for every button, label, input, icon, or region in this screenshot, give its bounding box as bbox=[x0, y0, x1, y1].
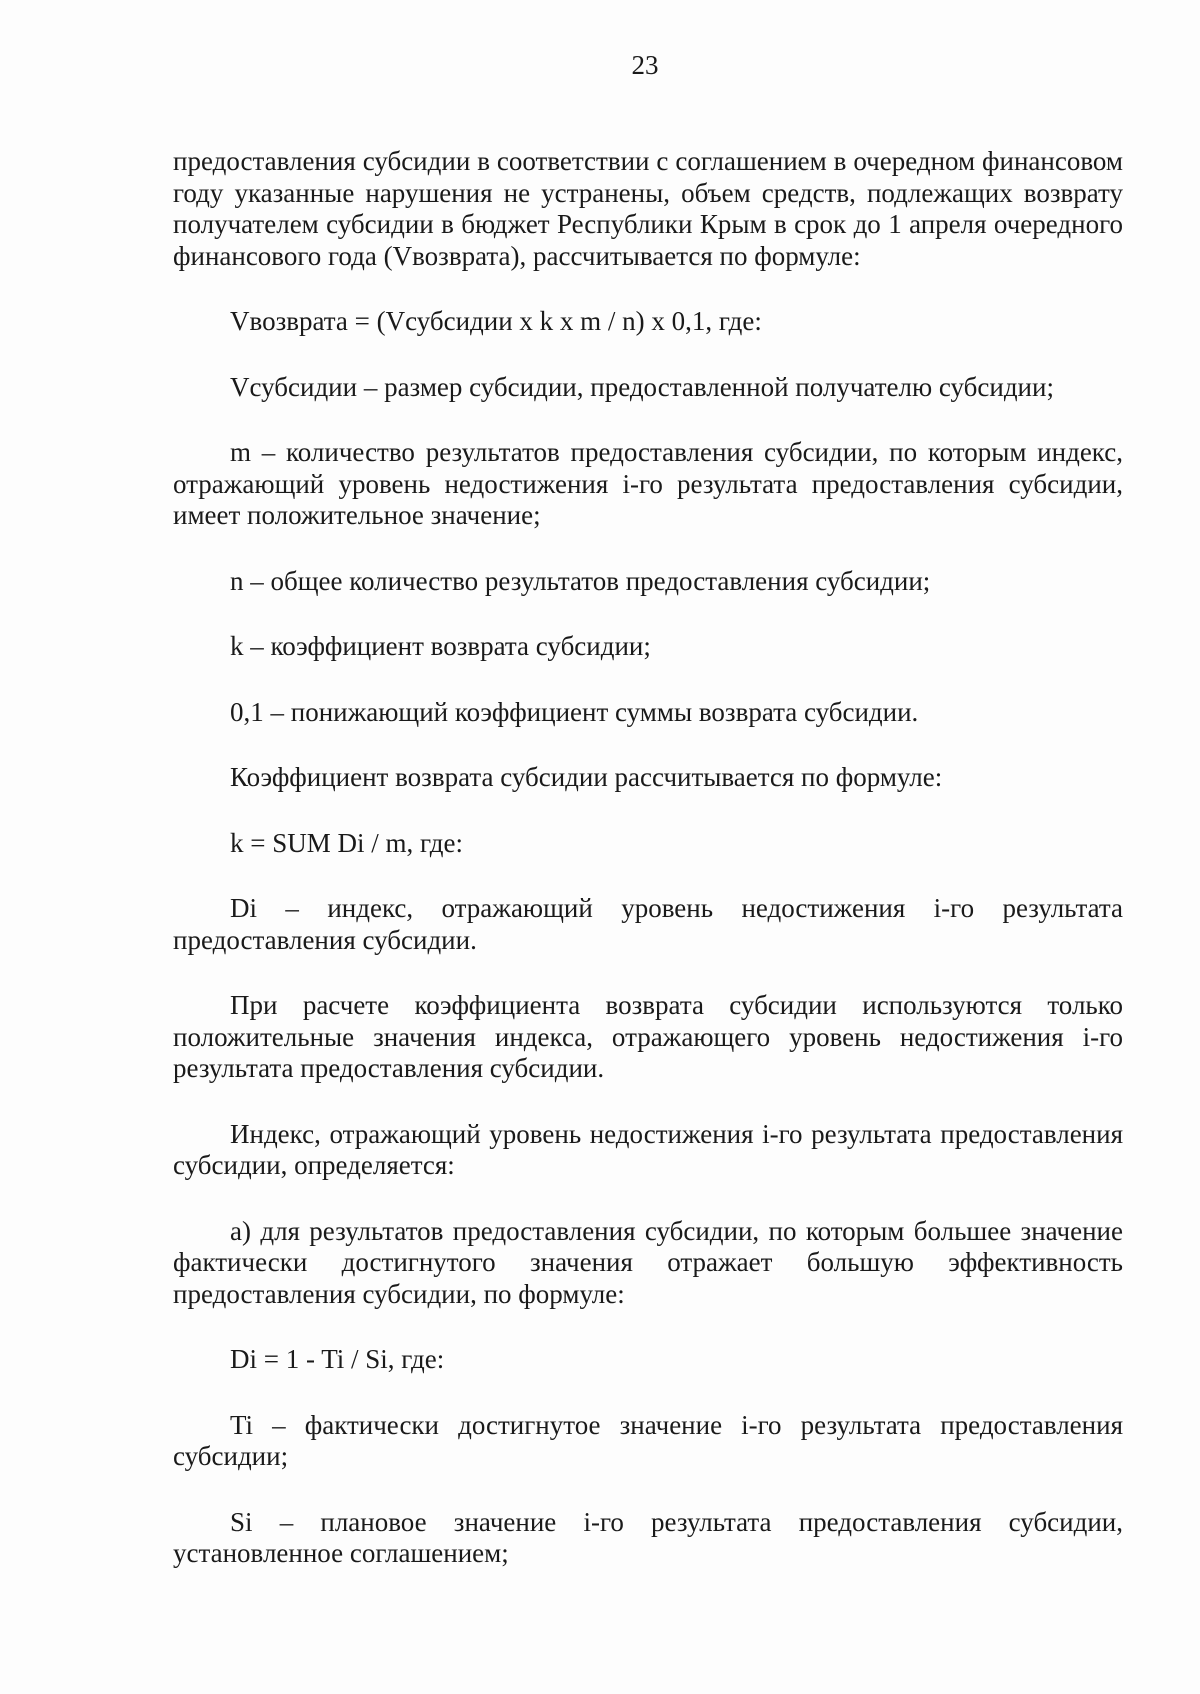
definition-v-subsidy: Vсубсидии – размер субсидии, предоставленной получателю субсидии; bbox=[230, 371, 1054, 402]
paragraph-index-definition: Индекс, отражающий уровень недостижения i-го результата предоставления субсидии, определяется: bbox=[173, 1118, 1123, 1180]
definition-di: Di – индекс, отражающий уровень недостижения i-го результата предоставления субсидии. bbox=[173, 893, 1123, 955]
document-body bbox=[173, 146, 1123, 1604]
definition-si: Si – плановое значение i-го результата предоставления субсидии, установленное соглашением; bbox=[173, 1506, 1123, 1568]
page-number: 23 bbox=[631, 50, 659, 80]
definition-k: k – коэффициент возврата субсидии; bbox=[230, 631, 651, 661]
definition-ti: Ti – фактически достигнутое значение i-го результата предоставления субсидии; bbox=[173, 1409, 1123, 1471]
definition-reduction-factor: 0,1 – понижающий коэффициент суммы возврата субсидии. bbox=[230, 696, 919, 727]
paragraph-positive-values: При расчете коэффициента возврата субсидии используются только положительные значения индекса, отражающего уровень недостижения i-го результата предоставления субсидии. bbox=[173, 990, 1123, 1083]
formula-di: Di = 1 - Ti / Si, где: bbox=[230, 1344, 445, 1374]
formula-return-amount: Vвозврата = (Vсубсидии x k x m / n) x 0,1, где: bbox=[230, 306, 762, 336]
definition-m: m – количество результатов предоставления субсидии, по которым индекс, отражающий уровень недостижения i-го результата предоставления субсидии, имеет положительное значение; bbox=[173, 437, 1123, 530]
paragraph-coefficient-intro: Коэффициент возврата субсидии рассчитывается по формуле: bbox=[230, 762, 943, 792]
formula-coefficient-k: k = SUM Di / m, где: bbox=[230, 827, 463, 858]
paragraph-case-a: а) для результатов предоставления субсидии, по которым большее значение фактически достигнутого значения отражает большую эффективность предоставления субсидии, по формуле: bbox=[173, 1215, 1123, 1309]
paragraph-return-amount-intro: предоставления субсидии в соответствии с соглашением в очередном финансовом году указанные нарушения не устранены, объем средств, подлежащих возврату получателем субсидии в бюджет Республики Крым в срок до 1 апреля очередного финансового года (Vвозврата), рассчитывается по формуле: bbox=[173, 146, 1123, 271]
definition-n: n – общее количество результатов предоставления субсидии; bbox=[230, 565, 931, 596]
